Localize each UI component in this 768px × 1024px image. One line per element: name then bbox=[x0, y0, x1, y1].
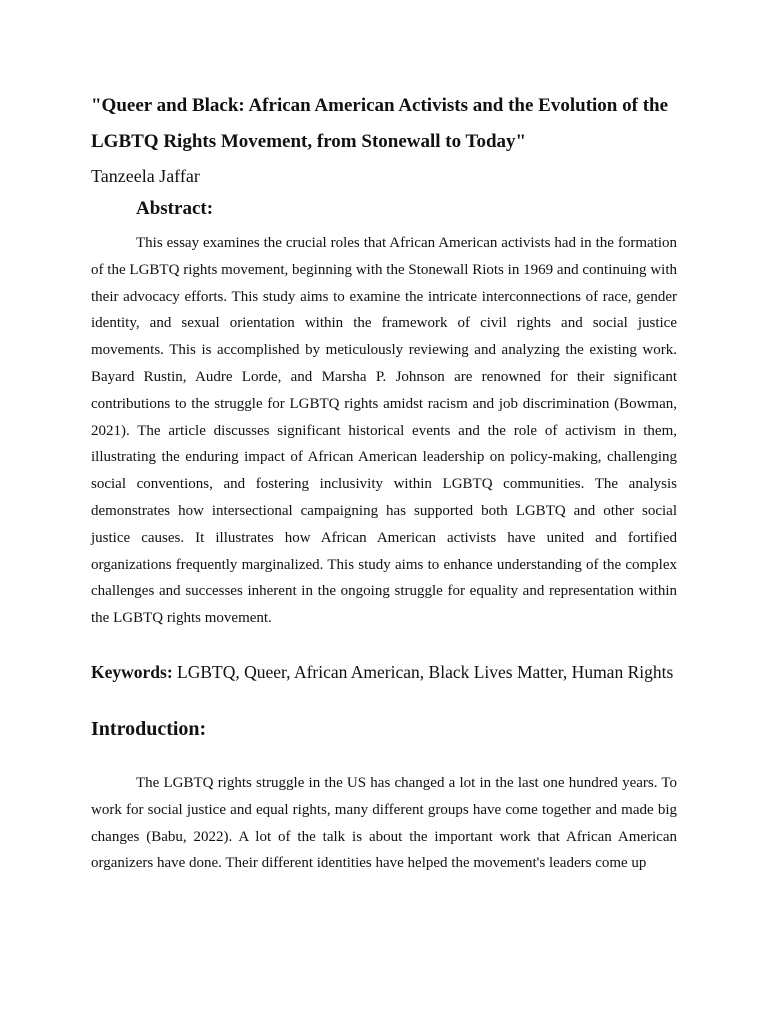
abstract-paragraph: This essay examines the crucial roles that African American activists had in the formation of the LGBTQ rights movement, beginning with the Stonewall Riots in 1969 and continuing with their advocacy efforts. This study aims to examine the intricate interconnections of race, gender identity, and sexual orientation within the framework of civil rights and social justice movements. This is accomplished by meticulously reviewing and analyzing the existing work. Bayard Rustin, Audre Lorde, and Marsha P. Johnson are renowned for their significant contributions to the struggle for LGBTQ rights amidst racism and job discrimination (Bowman, 2021). The article discusses significant historical events and the role of activism in them, illustrating the enduring impact of African American leadership on policy-making, challenging social conventions, and fostering inclusivity within LGBTQ communities. The analysis demonstrates how intersectional campaigning has supported both LGBTQ and other social justice causes. It illustrates how African American activists have united and fortified organizations frequently marginalized. This study aims to enhance understanding of the complex challenges and successes inherent in the ongoing struggle for equality and representation within the LGBTQ rights movement. bbox=[91, 235, 677, 627]
keywords-label: Keywords: bbox=[91, 661, 173, 682]
document-page bbox=[91, 88, 677, 877]
document-title: "Queer and Black: African American Activists and the Evolution of the LGBTQ Rights Movement, from Stonewall to Today" bbox=[91, 95, 669, 152]
keywords-line bbox=[91, 657, 677, 688]
introduction-paragraph: The LGBTQ rights struggle in the US has changed a lot in the last one hundred years. To work for social justice and equal rights, many different groups have come together and made big changes (Babu, 2022). A lot of the talk is about the important work that African American organizers have done. Their different identities have helped the movement's leaders come up bbox=[91, 774, 677, 872]
introduction-heading: Introduction: bbox=[91, 717, 207, 740]
abstract-heading: Abstract: bbox=[136, 198, 214, 219]
author-name: Tanzeela Jaffar bbox=[91, 166, 200, 186]
keywords-text: LGBTQ, Queer, African American, Black Lives Matter, Human Rights bbox=[172, 661, 674, 682]
